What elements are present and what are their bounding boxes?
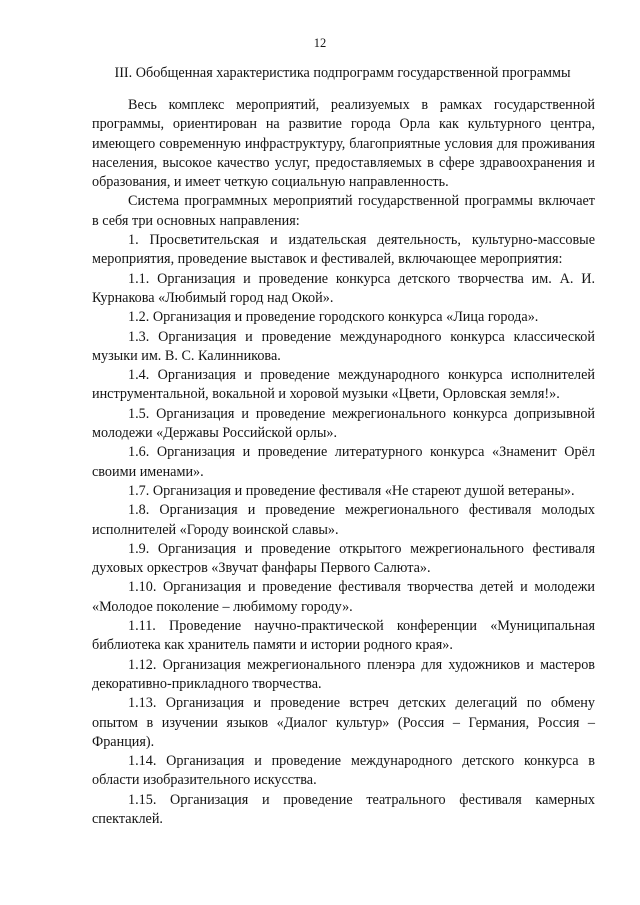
paragraph-item-1-6: 1.6. Организация и проведение литературного конкурса «Знаменит Орёл своими именами».	[92, 444, 595, 480]
paragraph-item-1-10: 1.10. Организация и проведение фестиваля творчества детей и молодежи «Молодое поколение – любимому городу».	[92, 579, 595, 615]
paragraph-item-1-5: 1.5. Организация и проведение межрегионального конкурса допризывной молодежи «Державы Российской орлы».	[92, 405, 595, 442]
paragraph-item-1-11: 1.11. Проведение научно-практической конференции «Муниципальная библиотека как хранитель памяти и истории родного края».	[92, 618, 595, 654]
paragraph-item-1-8: 1.8. Организация и проведение межрегионального фестиваля молодых исполнителей «Городу воинской славы».	[92, 502, 595, 538]
paragraph-item-1-7: 1.7. Организация и проведение фестиваля «Не стареют душой ветераны».	[128, 482, 575, 499]
paragraph-item-1-3: 1.3. Организация и проведение международного конкурса классической музыки им. В. С. Калинникова.	[92, 328, 595, 364]
paragraph-intro: Весь комплекс мероприятий, реализуемых в рамках государственной программы, ориентирован на развитие города Орла как культурного центра, имеющего современную инфраструктуру, благоприятные условия для проживания населения, высокое качество услуг, предоставляемых в сфере здравоохранения и образования, и имеет четкую социальную направленность.	[92, 97, 595, 191]
paragraph-item-1-13: 1.13. Организация и проведение встреч детских делегаций по обмену опытом в изучении языков «Диалог культур» (Россия – Германия, Россия – Франция).	[92, 695, 595, 750]
paragraph-direction-1: 1. Просветительская и издательская деятельность, культурно-массовые мероприятия, проведение выставок и фестивалей, включающее мероприятия:	[92, 232, 595, 268]
paragraph-item-1-1: 1.1. Организация и проведение конкурса детского творчества им. А. И. Курнакова «Любимый город над Окой».	[92, 270, 595, 306]
section-heading: III. Обобщенная характеристика подпрограмм государственной программы	[114, 65, 571, 81]
paragraph-item-1-2: 1.2. Организация и проведение городского конкурса «Лица города».	[128, 309, 539, 326]
paragraph-item-1-4: 1.4. Организация и проведение международного конкурса исполнителей инструментальной, вокальной и хоровой музыки «Цвети, Орловская земля!».	[92, 367, 595, 403]
paragraph-item-1-14: 1.14. Организация и проведение международного детского конкурса в области изобразительного искусства.	[92, 753, 595, 789]
paragraph-item-1-15: 1.15. Организация и проведение театрального фестиваля камерных спектаклей.	[92, 791, 595, 827]
paragraph-item-1-12: 1.12. Организация межрегионального пленэра для художников и мастеров декоративно-прикладного творчества.	[92, 656, 595, 692]
paragraph-system: Система программных мероприятий государственной программы включает в себя три основных направления:	[92, 193, 595, 229]
document-body	[92, 96, 595, 829]
page-number: 12	[313, 36, 327, 50]
paragraph-item-1-9: 1.9. Организация и проведение открытого межрегионального фестиваля духовых оркестров «Звучат фанфары Первого Салюта».	[92, 540, 595, 577]
